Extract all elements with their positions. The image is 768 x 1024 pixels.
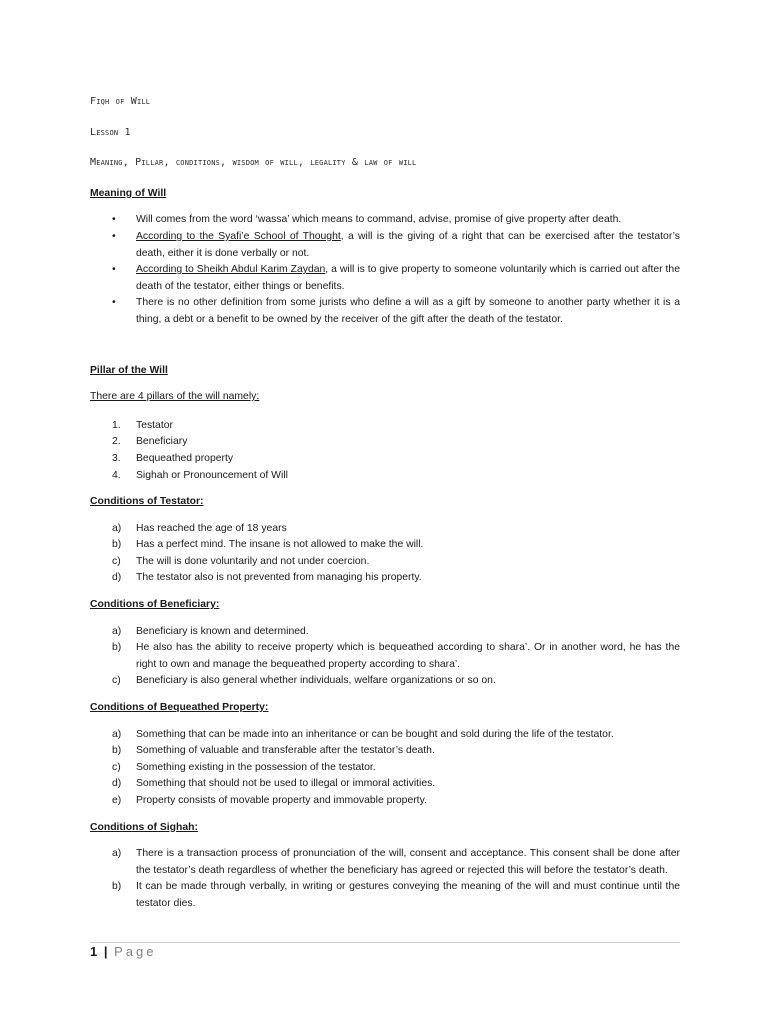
footer-divider — [90, 942, 680, 943]
item-text: Something that should not be used to illegal or immoral activities. — [136, 778, 436, 790]
item-marker: 1. — [112, 419, 121, 431]
item-marker: 4. — [112, 469, 121, 481]
item-text: Beneficiary — [136, 436, 188, 448]
item-text: Something of valuable and transferable after the testator’s death. — [136, 745, 435, 757]
item-text: It can be made through verbally, in writing or gestures conveying the meaning of the will and must continue until the testator dies. — [136, 881, 680, 909]
list-item — [90, 521, 680, 538]
footer-separator: | — [103, 944, 108, 959]
item-marker: a) — [112, 625, 122, 637]
bullet-text: There is no other definition from some jurists who define a will as a gift by someone to another party whether it is a thing, a debt or a benefit to be owned by the receiver of the gift after the death of the testator. — [136, 297, 680, 325]
item-text: Property consists of movable property and immovable property. — [136, 795, 427, 806]
document-body — [90, 94, 680, 923]
bullet-lead: According to Sheikh Abdul Karim Zaydan — [136, 264, 326, 276]
list-item — [90, 212, 680, 229]
bullet-lead: According to the Syafi’e School of Thought — [136, 230, 341, 242]
item-text: Has reached the age of 18 years — [136, 522, 287, 534]
list-item — [90, 760, 680, 777]
list-item — [90, 776, 680, 793]
section-spacer — [90, 329, 680, 363]
list-item — [90, 640, 680, 673]
item-text: Has a perfect mind. The insane is not allowed to make the will. — [136, 539, 424, 551]
list-item — [90, 451, 680, 468]
item-marker: a) — [112, 848, 122, 860]
bullet-icon: • — [112, 230, 116, 242]
sighah-heading: Conditions of Sighah: — [90, 821, 198, 833]
list-item — [90, 262, 680, 295]
item-marker: 2. — [112, 436, 121, 448]
item-marker: d) — [112, 778, 122, 790]
item-marker: b) — [112, 539, 122, 551]
page-footer — [90, 944, 157, 959]
list-item — [90, 727, 680, 744]
sighah-list — [90, 846, 680, 912]
item-text: Beneficiary is known and determined. — [136, 625, 309, 637]
item-marker: e) — [112, 795, 122, 806]
list-item — [90, 229, 680, 262]
item-text: Something that can be made into an inheritance or can be bought and sold during the life of the testator. — [136, 728, 614, 740]
item-marker: b) — [112, 745, 122, 757]
testator-heading: Conditions of Testator: — [90, 496, 204, 508]
pillar-heading: Pillar of the Will — [90, 364, 168, 376]
item-marker: b) — [112, 881, 122, 893]
meaning-heading: Meaning of Will — [90, 187, 167, 199]
property-list — [90, 727, 680, 810]
item-text: Beneficiary is also general whether individuals, welfare organizations or so on. — [136, 675, 496, 687]
list-item — [90, 879, 680, 912]
item-marker: c) — [112, 761, 121, 773]
item-marker: b) — [112, 642, 122, 654]
item-marker: a) — [112, 728, 122, 740]
lesson-label: Lesson 1 — [90, 126, 131, 138]
lesson-topics: Meaning, Pillar, conditions, wisdom of will, legality & law of will — [90, 157, 417, 169]
list-item — [90, 743, 680, 760]
list-item — [90, 624, 680, 641]
item-marker: 3. — [112, 452, 121, 464]
list-item — [90, 418, 680, 435]
bullet-text: , a will is to give property to someone voluntarily which is carried out after the death of the testator, either things or benefits. — [136, 264, 680, 292]
item-text: Testator — [136, 419, 173, 431]
item-text: Sighah or Pronouncement of Will — [136, 469, 288, 481]
list-item — [90, 537, 680, 554]
item-text: There is a transaction process of pronunciation of the will, consent and acceptance. This consent shall be done after the testator’s death regardless of whether the beneficiary has agreed or rejected this will before the testator’s death. — [136, 848, 680, 876]
bullet-icon: • — [112, 214, 116, 226]
list-item — [90, 554, 680, 571]
property-heading: Conditions of Bequeathed Property: — [90, 702, 269, 714]
pillar-intro: There are 4 pillars of the will namely: — [90, 391, 260, 403]
item-marker: a) — [112, 522, 122, 534]
item-text: Bequeathed property — [136, 452, 234, 464]
item-text: Something existing in the possession of the testator. — [136, 761, 376, 773]
list-item — [90, 570, 680, 587]
beneficiary-list — [90, 624, 680, 690]
item-text: The testator also is not prevented from managing his property. — [136, 572, 422, 584]
list-item — [90, 434, 680, 451]
item-text: The will is done voluntarily and not under coercion. — [136, 555, 370, 567]
page-label: Page — [114, 944, 157, 959]
list-item — [90, 793, 680, 810]
page-number: 1 — [90, 944, 98, 959]
testator-list — [90, 521, 680, 587]
beneficiary-heading: Conditions of Beneficiary: — [90, 599, 220, 611]
bullet-icon: • — [112, 297, 116, 309]
item-marker: c) — [112, 555, 121, 567]
meaning-list — [90, 212, 680, 328]
doc-title: Fiqh of Will — [90, 96, 151, 107]
list-item — [90, 846, 680, 879]
item-marker: c) — [112, 675, 121, 687]
list-item — [90, 673, 680, 690]
bullet-text: , a will is the giving of a right that can be exercised after the testator’s death, either it is done verbally or not. — [136, 230, 681, 259]
pillar-list — [90, 418, 680, 484]
bullet-icon: • — [112, 264, 116, 276]
item-text: He also has the ability to receive property which is bequeathed according to shara’. Or in another word, he has the right to own and manage the bequeathed property according to shara’. — [136, 642, 680, 670]
bullet-text: Will comes from the word ‘wassa’ which means to command, advise, promise of give property after death. — [136, 214, 622, 226]
list-item — [90, 295, 680, 328]
item-marker: d) — [112, 572, 122, 584]
list-item — [90, 468, 680, 485]
